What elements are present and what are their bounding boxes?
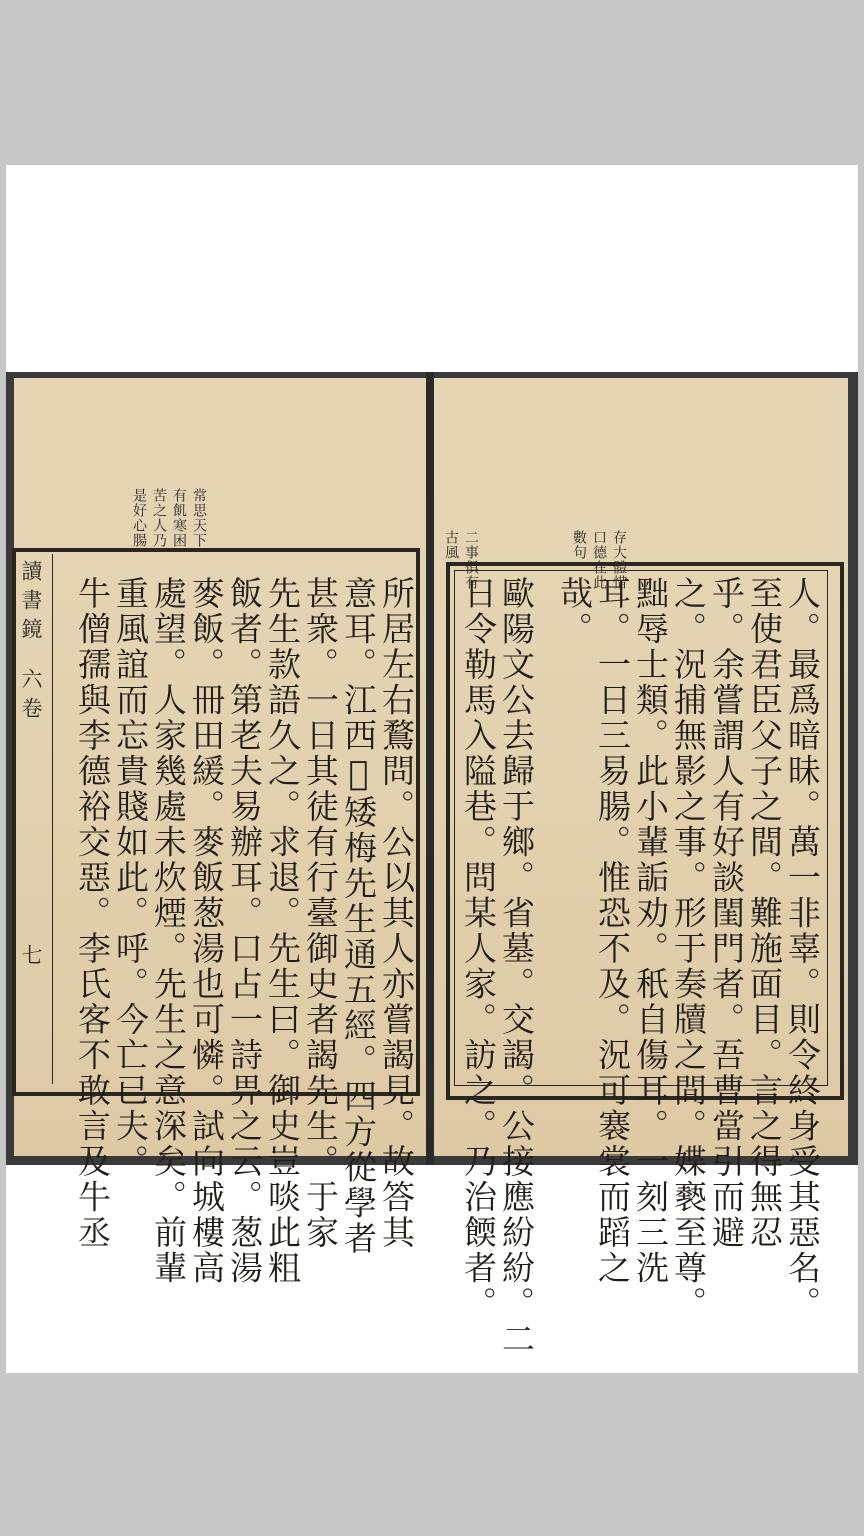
right-page (434, 378, 848, 1357)
left-head-note-4: 是好心腸 (131, 488, 147, 548)
right-text-column-1: 人。最爲暗昧。萬一非辜。則令終身受其惡名。 (783, 576, 822, 1322)
left-text-column-8: 重風誼而忘貴賤如此。呼。今亡已夫。 (111, 576, 150, 1180)
left-head-note-1: 常思天下 (191, 488, 207, 548)
right-head-note-2: 口德在此 (591, 530, 607, 590)
left-text-column-1: 所居左右鶩問。公以其人亦嘗謁見。故答其 (377, 576, 416, 1251)
right-head-note-4: 二事俱有 (463, 530, 479, 590)
left-text-column-9: 牛僧孺與李德裕交惡。李氏客不敢言及牛丞 (73, 576, 112, 1251)
right-text-column-9: 日令勒馬入隘巷。問某人家。訪之。乃治餪者。 (459, 576, 498, 1322)
left-head-note-2: 有飢寒困 (171, 488, 187, 548)
right-text-column-6: 耳。一日三易腸。惟恐不及。況可褰裳而蹈之 (593, 576, 632, 1286)
right-text-column-3: 乎。余嘗謂人有好談閨門者。吾曹當引而避 (707, 576, 746, 1251)
right-text-column-2: 至使君臣父子之間。難施面目。言之得無忍 (745, 576, 784, 1251)
right-text-column-7: 哉。 (555, 576, 594, 647)
left-head-note-3: 苦之人乃 (151, 488, 167, 548)
right-text-column-5: 黜辱士類。此小輩詬劝。秖自傷耳。一刻三洗 (631, 576, 670, 1286)
page-number-margin: 七 (19, 944, 43, 973)
volume-margin: 六卷 (19, 668, 43, 726)
left-text-column-5: 飯者。第老夫易辦耳。口占一詩畀之云。葱湯 (225, 576, 264, 1286)
right-head-note-1: 存大體惜 (611, 530, 627, 590)
right-head-note-3: 數句 (571, 530, 587, 560)
left-margin-rule (52, 554, 53, 1084)
book-title-margin: 讀書鏡 (19, 560, 43, 647)
left-page (14, 378, 426, 1286)
left-text-column-3: 甚衆。一日其徒有行臺御史者謁先生。于家 (301, 576, 340, 1251)
book-gutter (426, 372, 434, 1165)
right-head-note-5: 古風 (443, 530, 459, 560)
left-text-column-4: 先生款語久之。求退。先生曰。御史豈啖此粗 (263, 576, 302, 1286)
right-text-column-8: 歐陽文公去歸于鄉。省墓。交謁。公接應紛紛。二 (497, 576, 536, 1357)
book-scan (6, 372, 858, 1357)
left-text-column-7: 處望。人家幾處未炊煙。先生之意深矣。前輩 (149, 576, 188, 1286)
left-text-column-6: 麥飯。冊田緩。麥飯葱湯也可憐。試向城樓高 (187, 576, 226, 1286)
left-text-column-2: 意耳。江西𦔳矮梅先生通五經。四方從學者 (339, 576, 378, 1257)
right-text-column-4: 之。況捕無影之事。形于奏牘之間。媟褻至尊。 (669, 576, 708, 1322)
